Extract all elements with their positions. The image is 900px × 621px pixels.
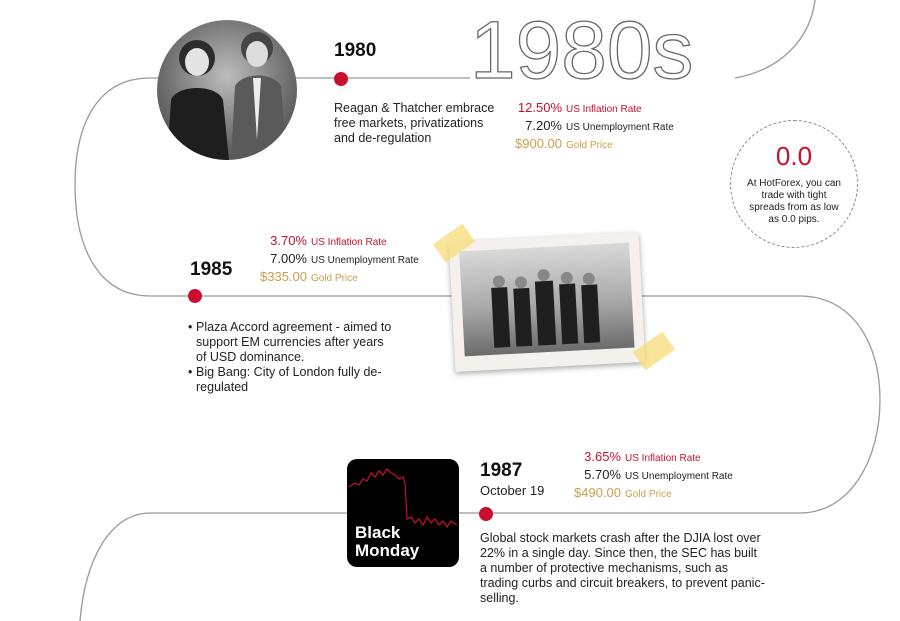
gold-price-stat: $490.00 Gold Price bbox=[574, 485, 672, 500]
event-year: 1987 bbox=[480, 460, 523, 481]
bullet-item: • Plaza Accord agreement - aimed to support EM currencies after years of USD dominance. bbox=[188, 320, 392, 364]
inflation-stat: 3.65% US Inflation Rate bbox=[584, 449, 701, 464]
promo-circle bbox=[730, 120, 858, 248]
stats-block bbox=[563, 449, 733, 503]
event-description: Reagan & Thatcher embrace free markets, privatizations and de-regulation bbox=[334, 101, 495, 145]
event-date: October 19 bbox=[480, 483, 545, 498]
timeline-marker bbox=[188, 289, 202, 303]
timeline-marker bbox=[479, 507, 493, 521]
gold-price-stat: $900.00 Gold Price bbox=[515, 136, 613, 151]
event-year: 1985 bbox=[190, 259, 233, 280]
event-year: 1980 bbox=[334, 40, 377, 61]
unemployment-stat: 7.00% US Unemployment Rate bbox=[270, 251, 419, 266]
decade-title bbox=[470, 8, 710, 88]
promo-text: At HotForex, you can trade with tight spreads from as low as 0.0 pips. bbox=[747, 178, 841, 225]
plaza-accord-photo bbox=[449, 232, 646, 372]
stats-block bbox=[249, 233, 419, 287]
event-bullets bbox=[188, 320, 393, 395]
bullet-item: • Big Bang: City of London fully de-regulated bbox=[188, 365, 382, 394]
inflation-stat: 12.50% US Inflation Rate bbox=[517, 100, 642, 115]
unemployment-stat: 7.20% US Unemployment Rate bbox=[525, 118, 674, 133]
event-description: Global stock markets crash after the DJIA lost over 22% in a single day. Since then, the SEC has built a number of protective mechanisms, such as trading curbs and circuit breakers, to prevent panic-selling. bbox=[480, 531, 765, 605]
unemployment-stat: 5.70% US Unemployment Rate bbox=[584, 467, 733, 482]
gold-price-stat: $335.00 Gold Price bbox=[260, 269, 358, 284]
stats-block bbox=[504, 100, 674, 154]
black-monday-badge: Black Monday bbox=[347, 459, 459, 567]
svg-text:1980s: 1980s bbox=[470, 8, 694, 88]
promo-value: 0.0 bbox=[775, 141, 813, 171]
inflation-stat: 3.70% US Inflation Rate bbox=[270, 233, 387, 248]
reagan-thatcher-photo bbox=[157, 20, 297, 160]
timeline-marker bbox=[334, 72, 348, 86]
